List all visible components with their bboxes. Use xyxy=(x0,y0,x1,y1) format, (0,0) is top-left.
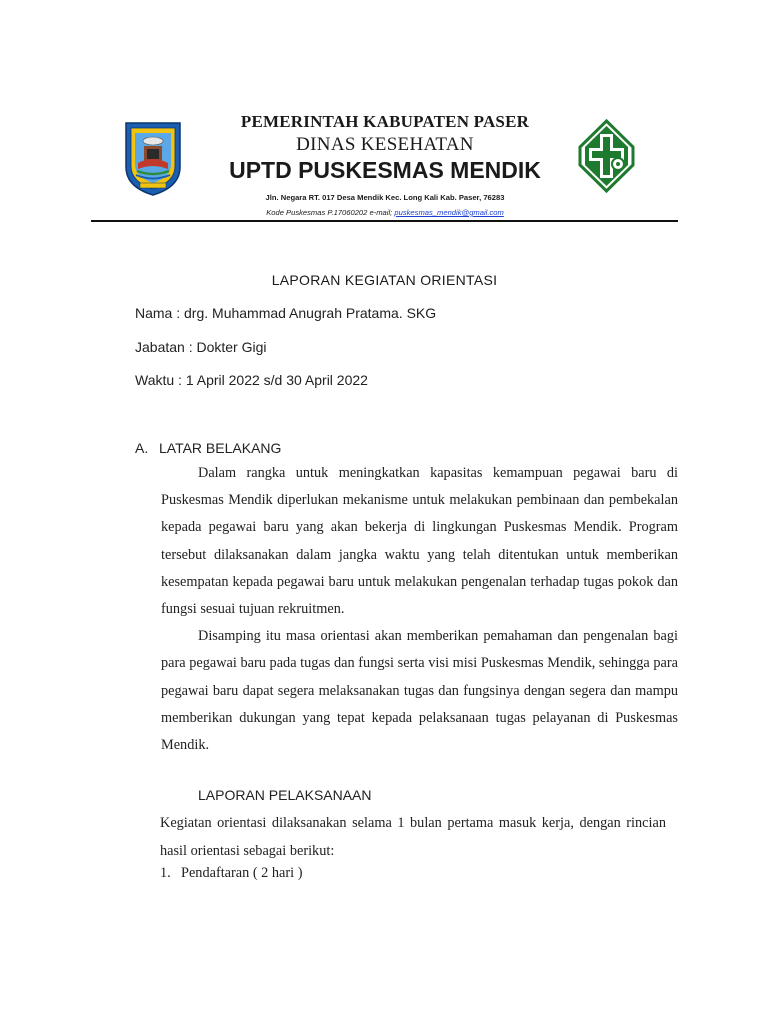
field-jabatan: Jabatan : Dokter Gigi xyxy=(135,339,267,355)
list-item xyxy=(160,865,302,882)
letterhead-divider xyxy=(91,220,678,222)
pelaksanaan-heading: LAPORAN PELAKSANAAN xyxy=(198,787,372,803)
letterhead-code: Kode Puskesmas P.17060202 e-mail; xyxy=(266,208,395,217)
report-title: LAPORAN KEGIATAN ORIENTASI xyxy=(271,272,498,288)
field-waktu: Waktu : 1 April 2022 s/d 30 April 2022 xyxy=(135,372,368,388)
section-a-title: LATAR BELAKANG xyxy=(159,440,282,456)
letterhead-department: DINAS KESEHATAN xyxy=(296,134,474,155)
list-item-text: Pendaftaran ( 2 hari ) xyxy=(181,865,303,881)
kabupaten-paser-emblem-icon xyxy=(122,119,184,197)
pelaksanaan-paragraph: Kegiatan orientasi dilaksanakan selama 1 bulan pertama masuk kerja, dengan rincian hasil orientasi sebagai berikut: xyxy=(160,815,666,859)
pelaksanaan-body xyxy=(160,810,666,865)
field-nama: Nama : drg. Muhammad Anugrah Pratama. SKG xyxy=(135,305,437,321)
paragraph-1: Dalam rangka untuk meningkatkan kapasitas kemampuan pegawai baru di Puskesmas Mendik diperlukan mekanisme untuk melakukan pembinaan dan pembekalan kepada pegawai baru yang akan bekerja di lingkungan Puskesmas Mendik. Program tersebut dilaksanakan dalam jangka waktu yang telah ditentukan untuk memberikan kesempatan kepada pegawai baru untuk melakukan pengenalan terhadap tugas pokok dan fungsi sesuai tujuan rekruitmen. xyxy=(161,465,678,618)
letterhead-address: Jln. Negara RT. 017 Desa Mendik Kec. Long Kali Kab. Paser, 76283 xyxy=(265,193,505,202)
section-a-heading xyxy=(135,440,281,456)
email-link[interactable]: puskesmas_mendik@gmail.com xyxy=(394,208,504,217)
letterhead-contact xyxy=(180,208,590,217)
section-a-letter: A. xyxy=(135,440,149,456)
letterhead-institution: UPTD PUSKESMAS MENDIK xyxy=(229,157,541,183)
section-a-body xyxy=(161,460,678,759)
list-item-number: 1. xyxy=(160,865,171,881)
letterhead-government: PEMERINTAH KABUPATEN PASER xyxy=(240,112,530,131)
paragraph-2: Disamping itu masa orientasi akan memberikan pemahaman dan pengenalan bagi para pegawai baru pada tugas dan fungsi serta visi misi Puskesmas Mendik, sehingga para pegawai baru dapat segera melaksanakan tugas dan fungsinya dengan segera dan mampu memberikan dukungan yang tepat kepada pelaksanaan tugas pelayanan di Puskesmas Mendik. xyxy=(161,628,678,754)
